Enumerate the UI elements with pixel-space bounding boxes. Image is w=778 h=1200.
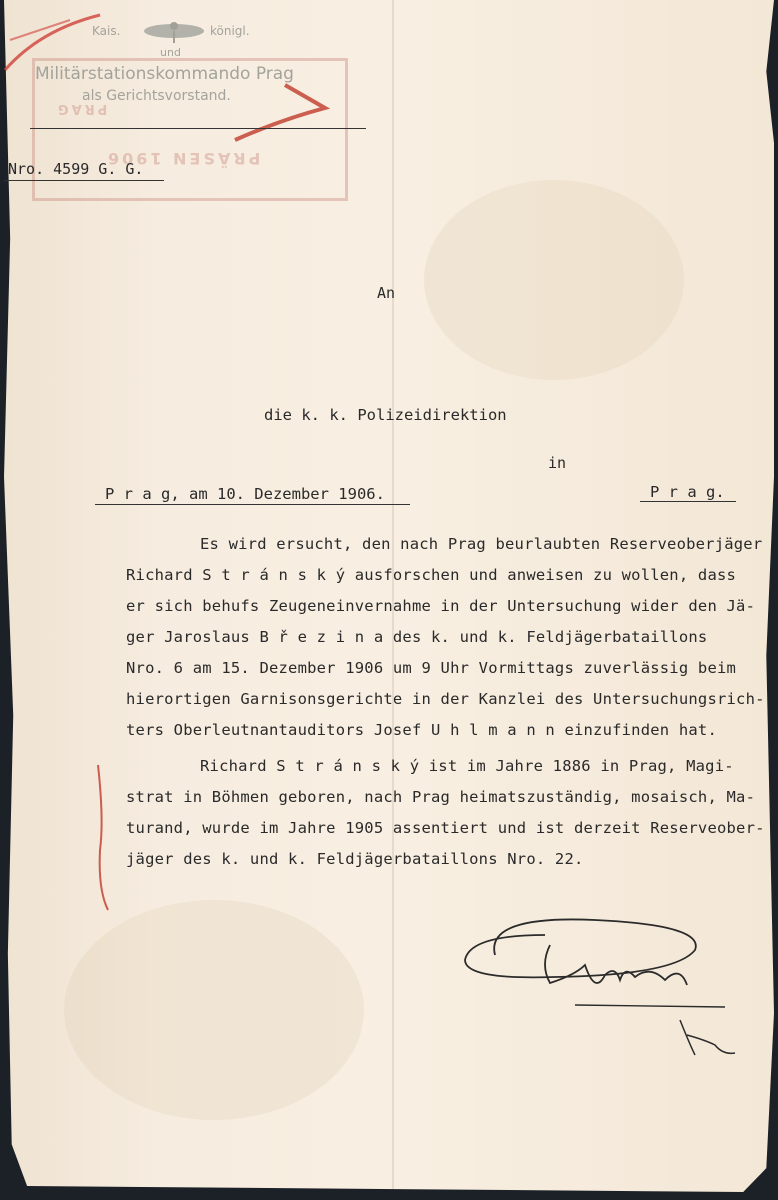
city-underline [640, 501, 736, 502]
received-stamp: PRAG PRÄSEN 1906 [32, 58, 348, 201]
red-margin-mark-icon [90, 760, 120, 920]
body-line: Richard S t r á n s k ý ist im Jahre 1886 in Prag, Magi- [200, 757, 734, 775]
body-line: Nro. 6 am 15. Dezember 1906 um 9 Uhr Vormittags zuverlässig beim [126, 659, 737, 677]
dateline-underline [95, 504, 410, 505]
reference-underline [4, 180, 164, 181]
reference-number: Nro. 4599 G. G. [8, 160, 144, 178]
signature-icon [455, 905, 745, 1075]
letterhead-role: als Gerichtsvorstand. [82, 88, 231, 104]
dateline: P r a g, am 10. Dezember 1906. [105, 485, 385, 503]
address-to: An [377, 284, 396, 302]
letterhead-kais: Kais. [92, 24, 121, 38]
body-line: Es wird ersucht, den nach Prag beurlaubten Reserveoberjäger [200, 535, 763, 553]
address-recipient: die k. k. Polizeidirektion [264, 406, 507, 424]
paper-stain [424, 180, 684, 380]
body-line: turand, wurde im Jahre 1905 assentiert und ist derzeit Reserveober- [126, 819, 765, 837]
paper-fold [392, 0, 394, 1192]
header-rule [30, 128, 366, 129]
letterhead-office: Militärstationskommando Prag [35, 64, 294, 84]
address-city: P r a g. [650, 483, 725, 501]
body-line: ger Jaroslaus B ř e z i n a des k. und k. Feldjägerbataillons [126, 628, 708, 646]
body-line: Richard S t r á n s k ý ausforschen und anweisen zu wollen, dass [126, 566, 737, 584]
letterhead-koenigl: königl. [210, 24, 250, 38]
body-line: er sich behufs Zeugeneinvernahme in der Untersuchung wider den Jä- [126, 597, 756, 615]
letterhead-und: und [160, 46, 181, 59]
body-line: strat in Böhmen geboren, nach Prag heimatszuständig, mosaisch, Ma- [126, 788, 756, 806]
body-line: jäger des k. und k. Feldjägerbataillons Nro. 22. [126, 850, 584, 868]
address-in: in [548, 454, 567, 472]
body-line: hierortigen Garnisonsgerichte in der Kanzlei des Untersuchungsrich- [126, 690, 765, 708]
body-line: ters Oberleutnantauditors Josef U h l m a n n einzufinden hat. [126, 721, 717, 739]
paper-stain [64, 900, 364, 1120]
red-pencil-mark-icon [0, 0, 340, 160]
